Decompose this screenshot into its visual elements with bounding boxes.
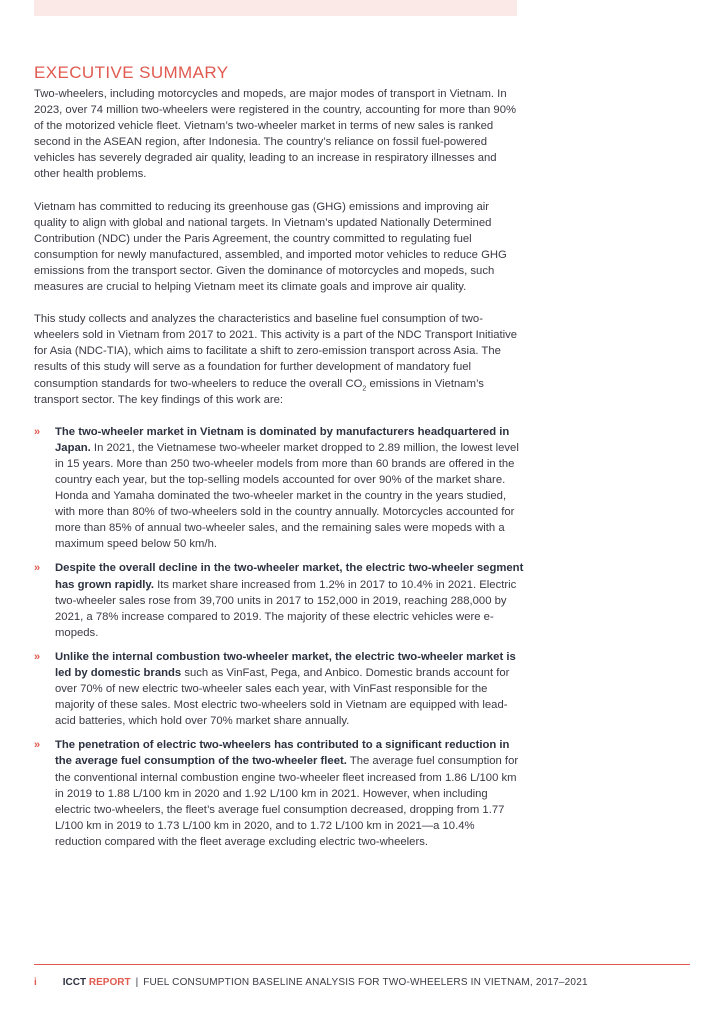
footer-divider [34,964,690,965]
key-findings-list [34,424,524,850]
bullet-arrow-icon: » [34,425,41,438]
paragraph [34,311,524,408]
document-body [34,86,524,858]
finding-text: In 2021, the Vietnamese two-wheeler market dropped to 2.89 million, the lowest level in 15 years. More than 250 two-wheeler models from more than 60 brands are offered in the country each year, but the top-selling models accounted for over 90% of the market share. Honda and Yamaha dominated the two-wheeler market in the country in the years studied, with more than 80% of two-wheelers sold in the country annually. Motorcycles accounted for more than 85% of annual two-wheeler sales, and the remaining sales were mopeds with a maximum speed below 50 km/h. [55,441,519,551]
finding-item [34,560,524,640]
bullet-arrow-icon: » [34,650,41,663]
section-heading: EXECUTIVE SUMMARY [34,63,229,82]
subscript-2: 2 [362,384,367,392]
finding-lead: Unlike the internal combustion two-wheeler market, the electric two-wheeler market is led by domestic brands [55,650,516,679]
footer-separator: | [135,977,139,988]
top-decorative-band [34,0,517,16]
finding-item [34,649,524,729]
finding-text: Its market share increased from 1.2% in 2017 to 10.4% in 2021. Electric two-wheeler sales rose from 39,700 units in 2017 to 152,000 in 2019, reaching 288,000 by 2021, a 78% increase compared to 2019. The majority of these electric vehicles were e-mopeds. [55,578,517,639]
footer-title: FUEL CONSUMPTION BASELINE ANALYSIS FOR TWO-WHEELERS IN VIETNAM, 2017–2021 [143,977,588,988]
page-number: i [34,977,37,988]
footer-org: ICCT [62,977,87,988]
bullet-arrow-icon: » [34,739,41,752]
finding-item [34,737,524,850]
paragraph: Vietnam has committed to reducing its greenhouse gas (GHG) emissions and improving air quality to align with global and national targets. In Vietnam’s updated Nationally Determined Contribution (NDC) under the Paris Agreement, the country committed to regulating fuel consumption for newly manufactured, assembled, and imported motor vehicles to reduce GHG emissions from the transport sector. Given the dominance of motorcycles and mopeds, such measures are crucial to helping Vietnam meet its climate goals and improve air quality. [34,200,507,294]
paragraph: Two-wheelers, including motorcycles and mopeds, are major modes of transport in Vietnam. In 2023, over 74 million two-wheelers were registered in the country, accounting for more than 90% of the motorized vehicle fleet. Vietnam’s two-wheeler market in terms of new sales is ranked second in the ASEAN region, after Indonesia. The country’s reliance on fossil fuel-powered vehicles has severely degraded air quality, leading to an increase in respiratory illnesses and other health problems. [34,88,517,181]
finding-text: The average fuel consumption for the conventional internal combustion engine two-wheeler fleet increased from 1.86 L/100 km in 2019 to 1.88 L/100 km in 2020 and 1.92 L/100 km in 2021. However, when including electric two-wheelers, the fleet’s average fuel consumption decreased, dropping from 1.77 L/100 km in 2019 to 1.73 L/100 km in 2020, and to 1.72 L/100 km in 2021—a 10.4% reduction compared with the fleet average excluding electric two-wheelers. [55,755,519,848]
finding-text: such as VinFast, Pega, and Anbico. Domestic brands account for over 70% of new electric two-wheeler sales each year, with VinFast responsible for the majority of these sales. Most electric two-wheelers sold in Vietnam are equipped with lead-acid batteries, which hold over 70% market share annually. [55,667,510,728]
finding-lead: Despite the overall decline in the two-wheeler market, the electric two-wheeler segment has grown rapidly. [55,562,524,591]
finding-lead: The two-wheeler market in Vietnam is dominated by manufacturers headquartered in Japan. [55,425,510,454]
paragraph-text: emissions in Vietnam’s transport sector. The key findings of this work are: [34,377,484,406]
finding-item [34,424,524,553]
bullet-arrow-icon: » [34,562,41,575]
paragraph-text: This study collects and analyzes the characteristics and baseline fuel consumption of two-wheelers sold in Vietnam from 2017 to 2021. This activity is a part of the NDC Transport Initiative for Asia (NDC-TIA), which aims to facilitate a shift to zero-emission transport across Asia. The results of this study will serve as a foundation for further development of mandatory fuel consumption standards for two-wheelers to reduce the overall CO [34,313,518,390]
page-footer [34,977,694,988]
footer-report-label: REPORT [88,977,131,988]
finding-lead: The penetration of electric two-wheelers has contributed to a significant reduction in the average fuel consumption of the two-wheeler fleet. [55,739,510,768]
